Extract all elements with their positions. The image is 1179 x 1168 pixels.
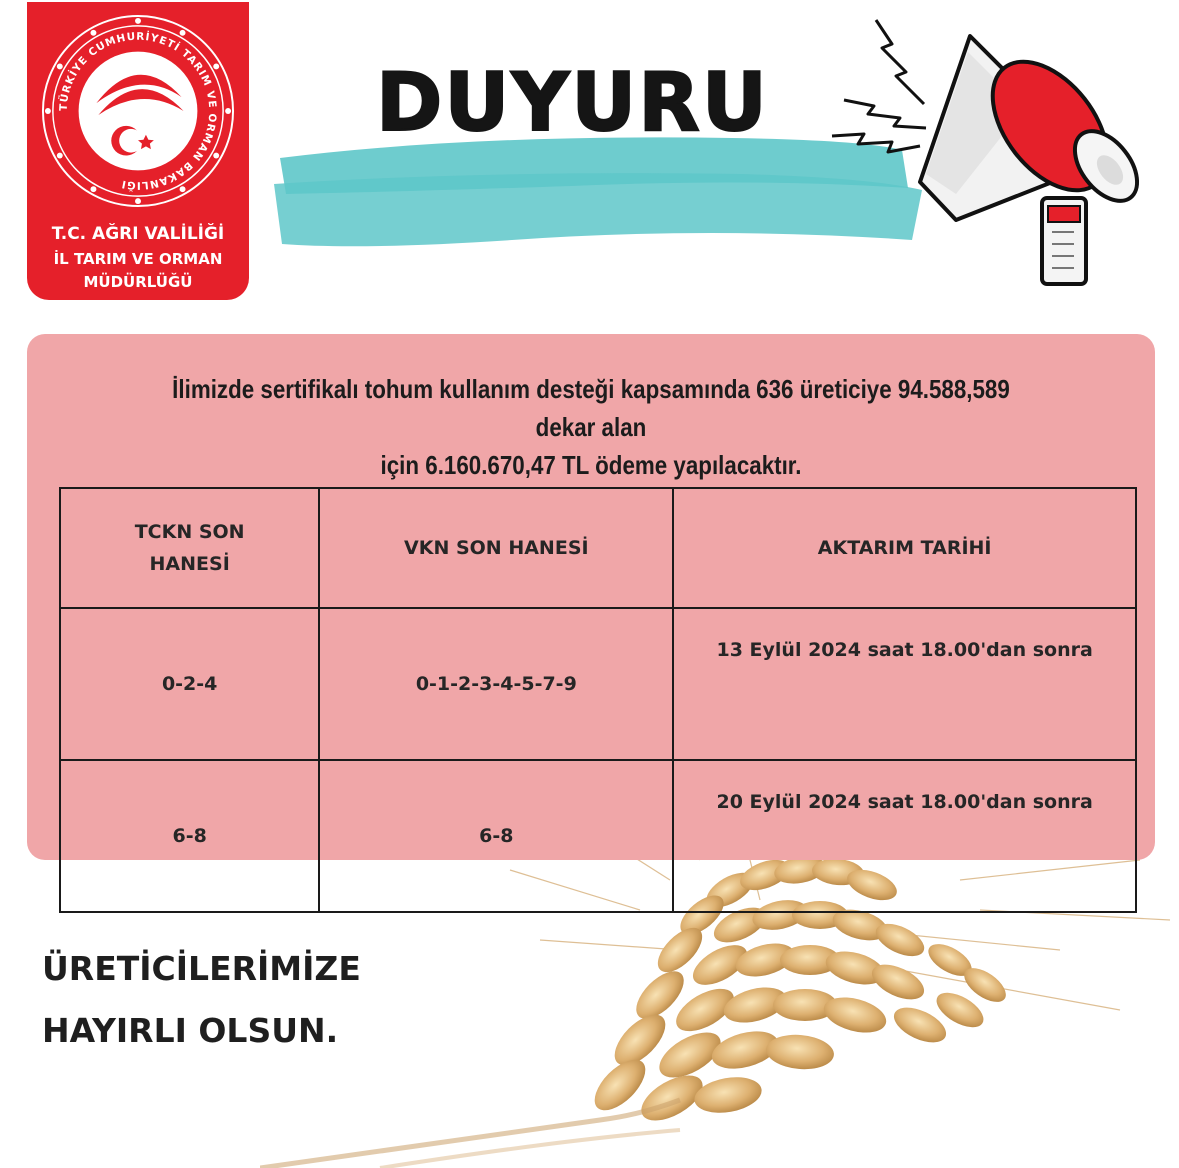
logo-line-directorate: İL TARIM VE ORMAN: [53, 250, 223, 268]
table-row: [60, 608, 1136, 760]
header-tckn: [60, 488, 319, 608]
closing-message: [42, 938, 361, 1062]
closing-line-1: ÜRETİCİLERİMİZE: [42, 949, 361, 988]
cell-date: 20 Eylül 2024 saat 18.00'dan sonra: [673, 760, 1136, 912]
cell-vkn: 0-1-2-3-4-5-7-9: [319, 608, 673, 760]
header-vkn: VKN SON HANESİ: [319, 488, 673, 608]
payment-schedule-table: [59, 487, 1137, 913]
header-date: AKTARIM TARİHİ: [673, 488, 1136, 608]
logo-line-directorate-2: MÜDÜRLÜĞÜ: [83, 273, 193, 291]
table-header-row: [60, 488, 1136, 608]
header-tckn-line1: TCKN SON: [134, 521, 245, 543]
notice-text: [140, 370, 1041, 484]
notice-panel: [27, 334, 1155, 860]
cell-tckn: 6-8: [60, 760, 319, 912]
table-row: [60, 760, 1136, 912]
notice-line-2: için 6.160.670,47 TL ödeme yapılacaktır.: [380, 450, 802, 480]
notice-line-1: İlimizde sertifikalı tohum kullanım desteği kapsamında 636 üreticiye 94.588,589 dekar alan: [172, 374, 1010, 442]
ministry-logo: [27, 2, 249, 300]
megaphone-icon: [828, 14, 1158, 294]
closing-line-2: HAYIRLI OLSUN.: [42, 1011, 339, 1050]
cell-date: 13 Eylül 2024 saat 18.00'dan sonra: [673, 608, 1136, 760]
page-title: DUYURU: [376, 56, 769, 149]
ministry-seal-icon: [39, 12, 237, 210]
logo-line-governorship: T.C. AĞRI VALİLİĞİ: [51, 224, 225, 244]
seal-text: TÜRKİYE CUMHURİYETİ TARIM VE ORMAN BAKANLIĞI: [57, 30, 219, 192]
cell-tckn: 0-2-4: [60, 608, 319, 760]
cell-vkn: 6-8: [319, 760, 673, 912]
header-tckn-line2: HANESİ: [149, 553, 230, 575]
